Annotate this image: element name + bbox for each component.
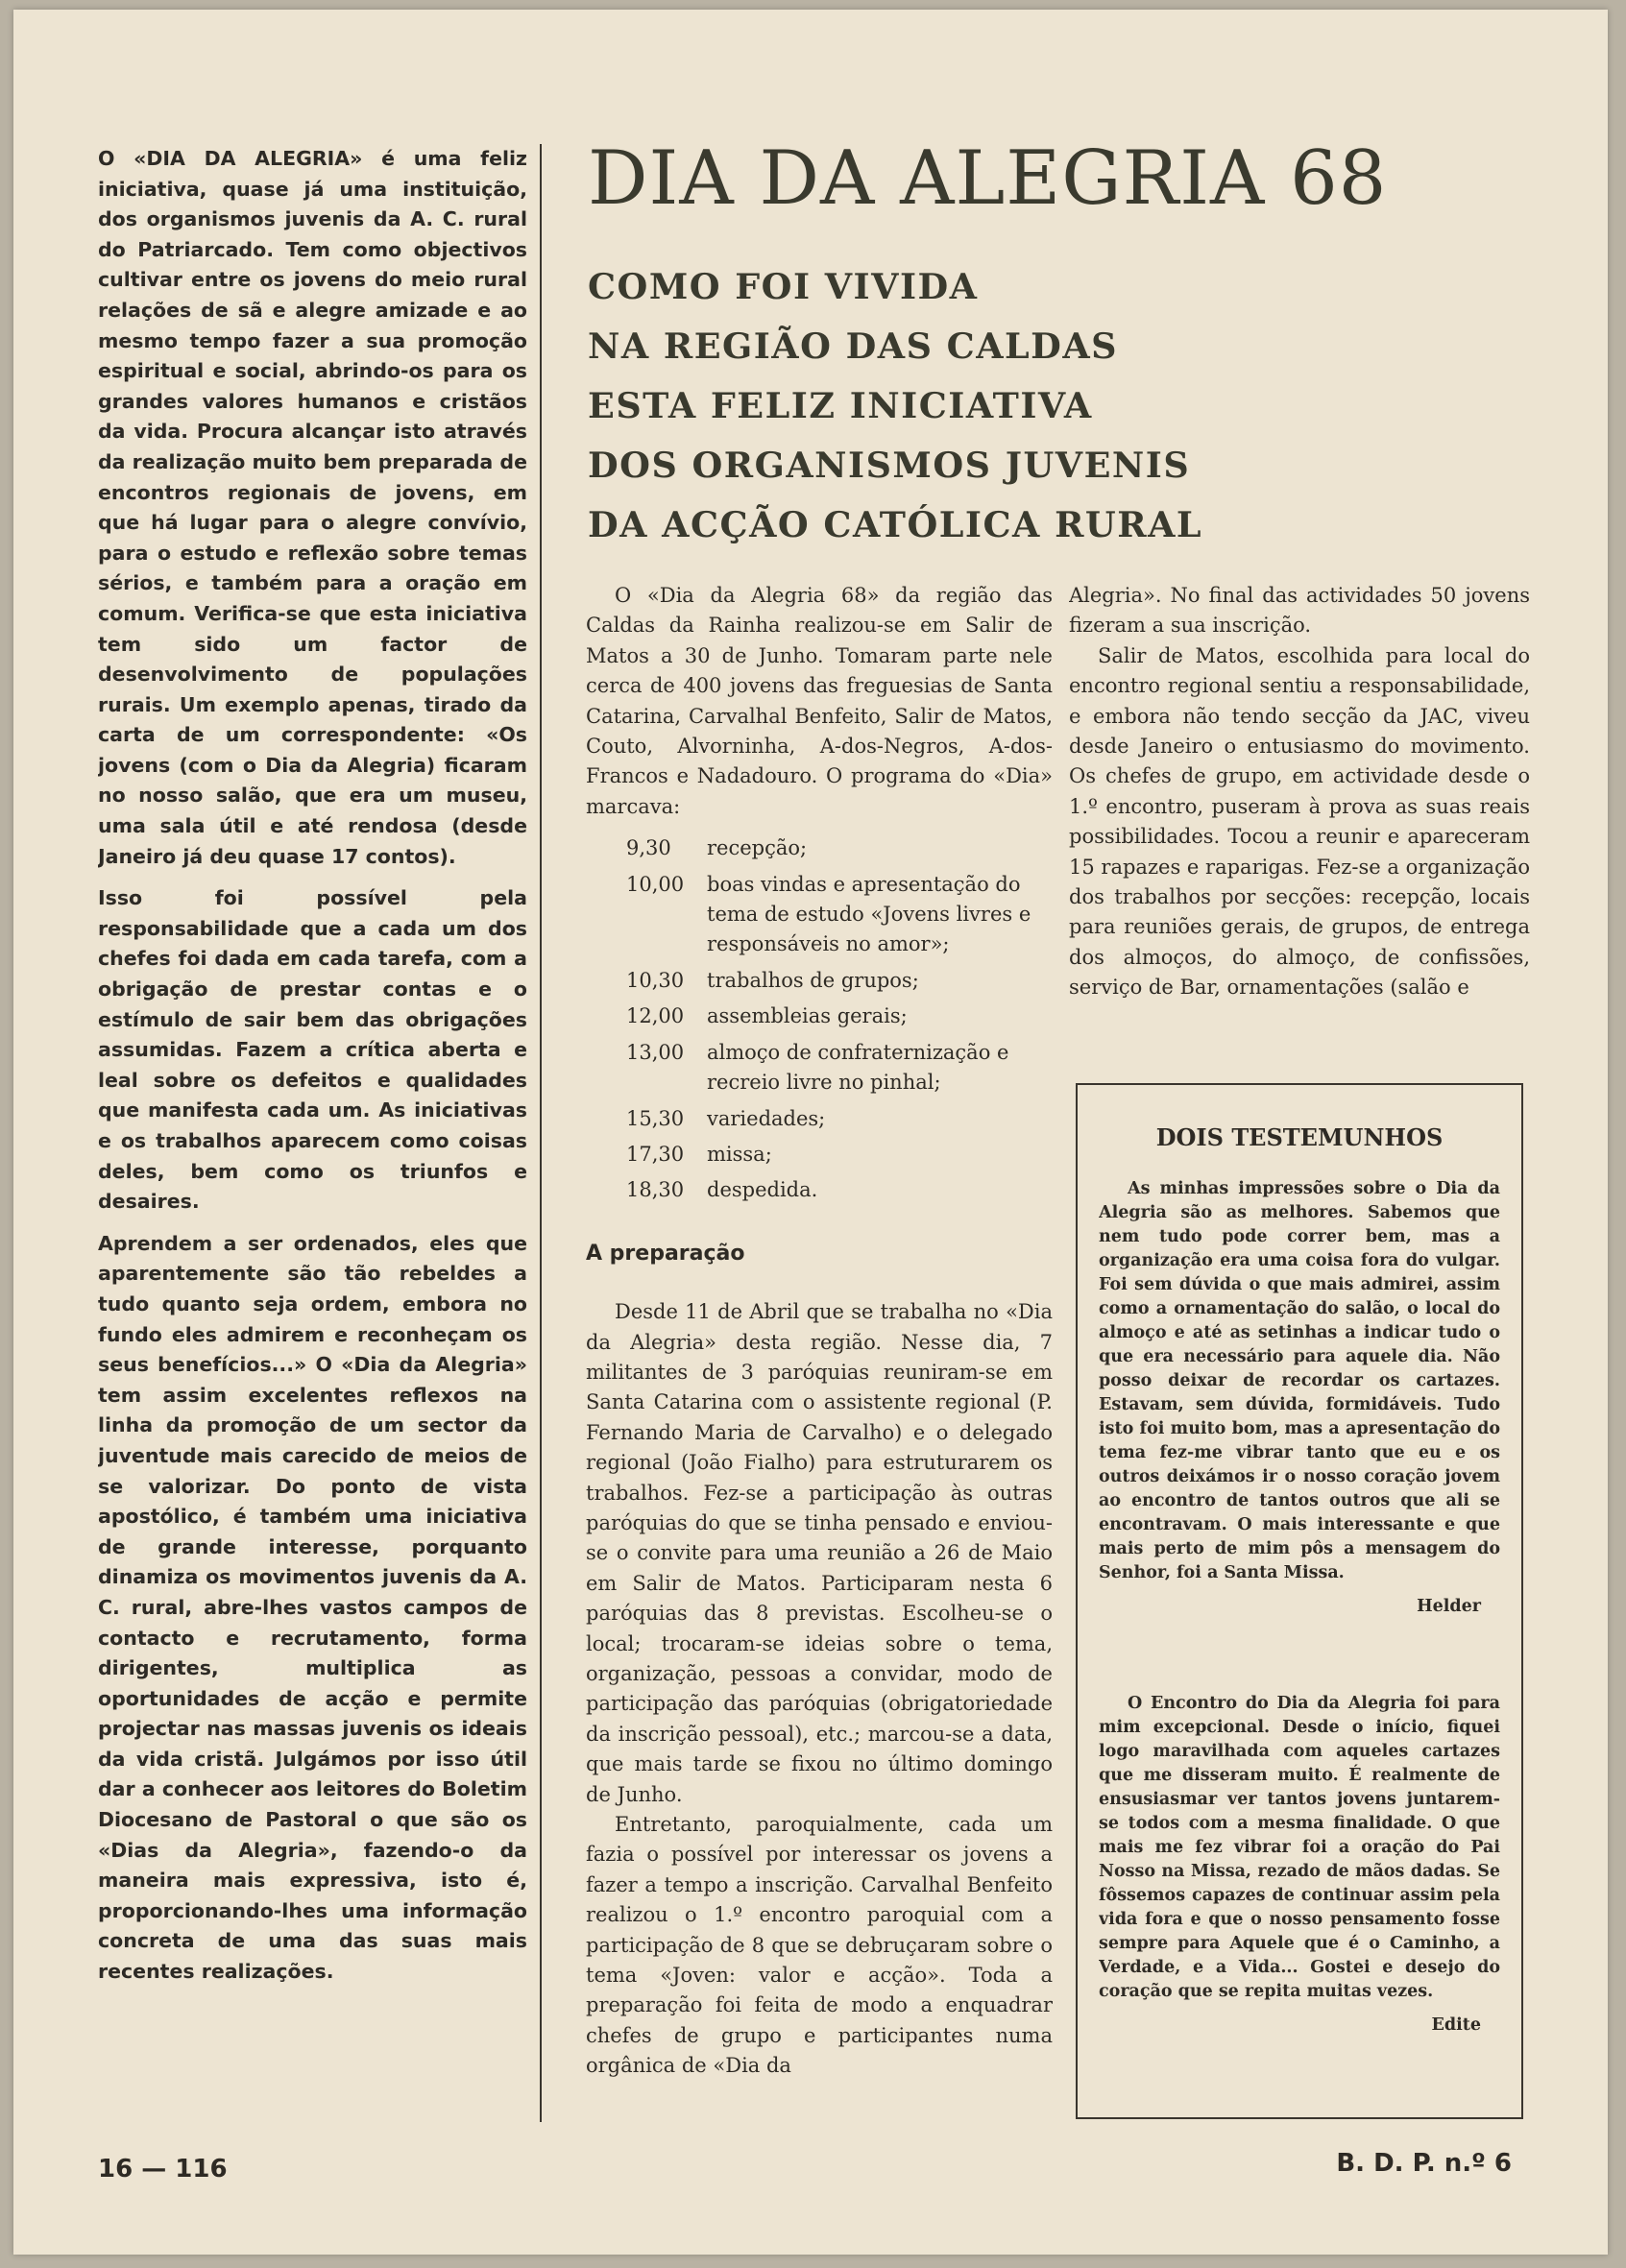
schedule-activity: assembleias gerais;: [707, 1004, 908, 1028]
schedule-time: 15,30: [626, 1106, 685, 1130]
schedule-activity: despedida.: [707, 1178, 818, 1202]
article-title: DIA DA ALEGRIA 68: [588, 135, 1388, 222]
schedule-time: 13,00: [626, 1040, 685, 1064]
schedule-time: 17,30: [626, 1142, 685, 1166]
subtitle-line: DA ACÇÃO CATÓLICA RURAL: [588, 504, 1203, 545]
schedule-activity: missa;: [707, 1142, 772, 1166]
subtitle-line: DOS ORGANISMOS JUVENIS: [588, 445, 1191, 486]
schedule-activity: almoço de confraternização e recreio livre no pinhal;: [707, 1040, 1009, 1095]
schedule-time: 10,00: [626, 872, 685, 896]
box-title: DOIS TESTEMUNHOS: [1155, 1123, 1444, 1151]
article-column-middle: [586, 581, 1053, 2136]
schedule-time: 18,30: [626, 1178, 685, 1202]
schedule-item: [586, 966, 1053, 996]
continuation-paragraph: Alegria». No final das actividades 50 jovens fizeram a sua inscrição.: [1069, 584, 1530, 638]
subtitle-line: NA REGIÃO DAS CALDAS: [588, 326, 1119, 367]
schedule-activity: recepção;: [707, 836, 808, 860]
testimony: [1099, 1692, 1500, 2114]
schedule-time: 10,30: [626, 968, 685, 992]
section-heading: A preparação: [586, 1241, 745, 1266]
testimony-signature: Edite: [1431, 2015, 1481, 2035]
article-subtitle: [588, 257, 1548, 555]
schedule-activity: boas vindas e apresentação do tema de estudo «Jovens livres e responsáveis no amor»;: [707, 872, 1031, 956]
article-column-right: [1069, 581, 1530, 1042]
schedule-item: [586, 1038, 1053, 1098]
schedule-activity: trabalhos de grupos;: [707, 968, 919, 992]
testimonies-box: [1076, 1083, 1523, 2119]
testimony: [1099, 1177, 1500, 1629]
testimony-text: As minhas impressões sobre o Dia da Alegria são as melhores. Sabemos que nem tudo pode correr bem, mas a organização era uma coisa fora do vulgar. Foi sem dúvida o que mais admirei, assim como a ornamentação do salão, o local do almoço e até as setinhas a indicar tudo o que era necessário para aquele dia. Não posso deixar de recordar os cartazes. Estavam, sem dúvida, formidáveis. Tudo isto foi muito bom, mas a apresentação do tema fez-me vibrar tanto que eu e os outros deixámos ir o nosso coração jovem ao encontro de tantos outros que ali se encontravam. O mais interessante e que mais perto de mim pôs a mensagem do Senhor, foi a Santa Missa.: [1099, 1179, 1500, 1582]
schedule-item: [586, 1175, 1053, 1205]
intro-column: [98, 144, 527, 2122]
intro-paragraph-1: O «DIA DA ALEGRIA» é uma feliz iniciativa, quase já uma instituição, dos organismos juvenis da A. C. rural do Patriarcado. Tem como objectivos cultivar entre os jovens do meio rural relações de sã e alegre amizade e ao mesmo tempo fazer a sua promoção espiritual e social, abrindo-os para os grandes valores humanos e cristãos da vida. Procura alcançar isto através da realização muito bem preparada de encontros regionais de jovens, em que há lugar para o alegre convívio, para o estudo e reflexão sobre temas sérios, e também para a oração em comum. Verifica-se que esta iniciativa tem sido um factor de desenvolvimento de populações rurais. Um exemplo apenas, tirado da carta de um correspondente: «Os jovens (com o Dia da Alegria) ficaram no nosso salão, que era um museu, uma sala útil e até rendosa (desde Janeiro já deu quase 17 contos).: [98, 147, 527, 868]
schedule-item: [586, 1001, 1053, 1031]
schedule-item: [586, 870, 1053, 960]
testimony-signature: Helder: [1417, 1597, 1481, 1616]
testimony-text: O Encontro do Dia da Alegria foi para mim excepcional. Desde o início, fiquei logo maravilhada com aqueles cartazes que me disseram muito. É realmente de ensusiasmar ver tantos jovens juntarem-se todos com a mesma finalidade. O que mais me fez vibrar foi a oração do Pai Nosso na Missa, rezado de mãos dadas. Se fôssemos capazes de continuar assim pela vida fora e que o nosso pensamento fosse sempre para Aquele que é o Caminho, a Verdade, e a Vida... Gostei e desejo do coração que se repita muitas vezes.: [1099, 1694, 1500, 2001]
preparation-paragraph-1: Desde 11 de Abril que se trabalha no «Dia da Alegria» desta região. Nesse dia, 7 militantes de 3 paróquias reuniram-se em Santa Catarina com o assistente regional (P. Fernando Maria de Carvalho) e o delegado regional (João Fialho) para estruturarem os trabalhos. Fez-se a participação às outras paróquias do que se tinha pensado e enviou-se o convite para uma reunião a 26 de Maio em Salir de Matos. Participaram nesta 6 paróquias das 8 previstas. Escolheu-se o local; trocaram-se ideias sobre o tema, organização, pessoas a convidar, modo de participação das paróquias (obrigatoriedade da inscrição pessoal), etc.; marcou-se a data, que mais tarde se fixou no último domingo de Junho.: [586, 1300, 1053, 1806]
schedule-time: 12,00: [626, 1004, 685, 1028]
intro-paragraph-3: Aprendem a ser ordenados, eles que aparentemente são tão rebeldes a tudo quanto seja ordem, embora no fundo eles admirem e reconheçam os seus benefícios...» O «Dia da Alegria» tem assim excelentes reflexos na linha da promoção de um sector da juventude mais carecido de meios de se valorizar. Do ponto de vista apostólico, é também uma iniciativa de grande interesse, porquanto dinamiza os movimentos juvenis da A. C. rural, abre-lhes vastos campos de contacto e recrutamento, forma dirigentes, multiplica as oportunidades de acção e permite projectar nas massas juvenis os ideais da vida cristã. Julgámos por isso útil dar a conhecer aos leitores do Boletim Diocesano de Pastoral o que são os «Dias da Alegria», fazendo-o da maneira mais expressiva, isto é, proporcionando-lhes uma informação concreta de uma das suas mais recentes realizações.: [98, 1231, 527, 1984]
subtitle-line: COMO FOI VIVIDA: [588, 266, 979, 307]
page: [13, 10, 1608, 2255]
subtitle-line: ESTA FELIZ INICIATIVA: [588, 385, 1093, 426]
schedule-item: [586, 1140, 1053, 1170]
intro-paragraph-2: Isso foi possível pela responsabilidade que a cada um dos chefes foi dada em cada tarefa, com a obrigação de prestar contas e o estímulo de sair bem das obrigações assumidas. Fazem a crítica aberta e leal sobre os defeitos e qualidades que manifesta cada um. As iniciativas e os trabalhos aparecem como coisas deles, bem como os triunfos e desaires.: [98, 886, 527, 1214]
program-schedule: [586, 833, 1053, 1205]
schedule-time: 9,30: [626, 836, 671, 860]
schedule-item: [586, 833, 1053, 863]
page-number: 16 — 116: [98, 2155, 228, 2184]
article-intro: O «Dia da Alegria 68» da região das Caldas da Rainha realizou-se em Salir de Matos a 30 de Junho. Tomaram parte nele cerca de 400 jovens das freguesias de Santa Catarina, Carvalhal Benfeito, Salir de Matos, Couto, Alvorninha, A-dos-Negros, A-dos-Francos e Nadadouro. O programa do «Dia» marcava:: [586, 584, 1053, 818]
publication-issue: B. D. P. n.º 6: [1336, 2149, 1512, 2178]
column-divider: [540, 144, 542, 2122]
preparation-paragraph-2: Entretanto, paroquialmente, cada um fazia o possível por interessar os jovens a fazer a tempo a inscrição. Carvalhal Benfeito realizou o 1.º encontro paroquial com a participação de 8 que se debruçaram sobre o tema «Joven: valor e acção». Toda a preparação foi feita de modo a enquadrar chefes de grupo e participantes numa orgânica de «Dia da: [586, 1813, 1053, 2078]
salir-paragraph: Salir de Matos, escolhida para local do encontro regional sentiu a responsabilidade, e embora não tendo secção da JAC, viveu desde Janeiro o entusiasmo do movimento. Os chefes de grupo, em actividade desde o 1.º encontro, puseram à prova as suas reais possibilidades. Tocou a reunir e apareceram 15 rapazes e raparigas. Fez-se a organização dos trabalhos por secções: recepção, locais para reuniões gerais, de grupos, de entrega dos almoços, do almoço, de confissões, serviço de Bar, ornamentações (salão e: [1069, 643, 1530, 1000]
schedule-item: [586, 1104, 1053, 1134]
schedule-activity: variedades;: [707, 1106, 826, 1130]
